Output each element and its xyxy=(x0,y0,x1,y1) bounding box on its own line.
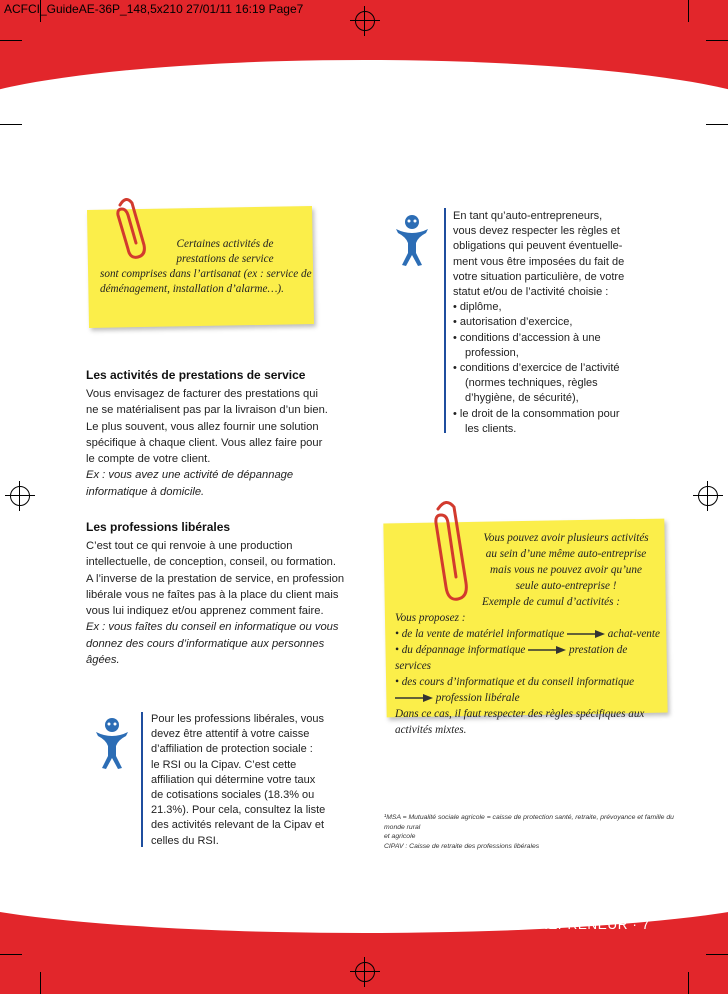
info-line: Pour les professions libérales, vous xyxy=(151,713,325,725)
section-heading-services: Les activités de prestations de service xyxy=(86,368,306,382)
note-item-text: • de la vente de matériel informatique xyxy=(395,628,565,640)
example-line: donnez des cours d’informatique aux personnes xyxy=(86,637,325,650)
crop-mark xyxy=(0,40,22,41)
registration-mark-icon xyxy=(10,486,30,506)
crop-mark xyxy=(706,124,728,125)
bullet-text: diplôme, xyxy=(459,301,502,314)
intro-line: En tant qu’auto-entrepreneurs, xyxy=(453,210,603,222)
arrow-icon xyxy=(528,646,566,654)
crop-mark xyxy=(0,954,22,955)
body-line: A l’inverse de la prestation de service, en profession xyxy=(86,572,345,585)
crop-mark xyxy=(0,124,22,125)
note-line: activités mixtes. xyxy=(395,724,467,736)
paperclip-icon xyxy=(110,193,150,263)
note-item-text: • du dépannage informatique xyxy=(395,644,526,656)
footnotes xyxy=(384,813,684,851)
body-line: Vous envisagez de facturer des prestations qui xyxy=(86,388,318,400)
example-line: Ex : vous avez une activité de dépannage xyxy=(86,469,294,482)
bullet-text: profession, xyxy=(465,346,519,359)
section-heading-liberal: Les professions libérales xyxy=(86,520,231,534)
note-item xyxy=(395,690,665,706)
bullet-text: conditions d’accession à une xyxy=(459,331,601,344)
example-line: informatique à domicile. xyxy=(86,485,205,498)
body-line: Le plus souvent, vous allez fournir une solution xyxy=(86,420,319,433)
note-line: Dans ce cas, il faut respecter des règles spécifiques aux xyxy=(395,708,645,720)
note-line: prestations de service xyxy=(176,253,274,265)
crop-mark xyxy=(688,972,689,994)
section-body-services xyxy=(86,386,376,500)
body-line: vous lui indiquez et/ou apprenez comment faire. xyxy=(86,605,324,618)
divider-line xyxy=(444,208,446,433)
body-line: C’est tout ce qui renvoie à une production xyxy=(86,540,293,552)
crop-mark xyxy=(40,972,41,994)
registration-mark-icon xyxy=(698,486,718,506)
note-subtitle: Exemple de cumul d’activités : xyxy=(482,596,620,608)
intro-line: vous devez respecter les règles et xyxy=(453,225,620,238)
note-item-text: profession libérale xyxy=(435,692,520,704)
note-line: mais vous ne pouvez avoir qu’une xyxy=(490,564,642,576)
note-line: déménagement, installation d’alarme…). xyxy=(100,283,284,295)
registration-mark-icon xyxy=(355,962,375,982)
bullet-item: • diplôme, xyxy=(453,301,502,314)
bullet-text: d’hygiène, de sécurité), xyxy=(465,392,579,405)
bullet-text: (normes techniques, règles xyxy=(465,377,598,390)
body-line: le compte de votre client. xyxy=(86,453,211,466)
crop-mark xyxy=(706,954,728,955)
registration-mark-icon xyxy=(355,11,375,31)
bullet-text: conditions d’exercice de l’activité xyxy=(459,362,620,375)
blue-figure-icon xyxy=(92,716,132,771)
note-line: seule auto-entreprise ! xyxy=(515,580,617,592)
note-line: sont comprises dans l’artisanat (ex : service de xyxy=(100,268,312,280)
intro-line: ment vous être imposées du fait de xyxy=(453,255,625,268)
info-line: de cotisations sociales (18.3% ou xyxy=(151,789,315,802)
blue-figure-icon xyxy=(392,213,432,268)
note-item-text: prestation de services xyxy=(395,644,628,672)
body-line: ne se matérialisent pas par la livraison d’un bien. xyxy=(86,404,328,417)
info-line: celles du RSI. xyxy=(151,834,219,847)
info-line: devez être attentif à votre caisse xyxy=(151,728,310,741)
obligations-block xyxy=(453,209,663,437)
bullet-item: • autorisation d’exercice, xyxy=(453,316,573,329)
info-line: 21.3%). Pour cela, consultez la liste xyxy=(151,804,326,817)
note-item xyxy=(395,642,665,674)
bullet-item: • conditions d’exercice de l’activité xyxy=(453,362,620,375)
body-line: libérale vous ne faîtes pas à la place du client mais xyxy=(86,588,339,601)
arrow-icon xyxy=(567,630,605,638)
info-line: des activités relevant de la Cipav et xyxy=(151,819,325,832)
note-item xyxy=(395,626,665,642)
example-line: Ex : vous faîtes du conseil en informatique ou vous xyxy=(86,621,339,634)
note-item-text: achat-vente xyxy=(607,628,660,640)
body-line: intellectuelle, de conception, conseil, ou formation. xyxy=(86,556,337,569)
info-line: le RSI ou la Cipav. C’est cette xyxy=(151,758,297,771)
note-line: Certaines activités de xyxy=(176,238,274,250)
intro-line: obligations qui peuvent éventuelle- xyxy=(453,240,623,253)
footnote-line: ¹MSA = Mutualité sociale agricole = caisse de protection santé, retraite, prévoyance et famille du monde rural xyxy=(384,814,674,831)
note-line: Vous pouvez avoir plusieurs activités xyxy=(483,532,649,544)
note-line: au sein d’une même auto-entreprise xyxy=(485,548,647,560)
crop-mark xyxy=(688,0,689,22)
bullet-item: • conditions d’accession à une xyxy=(453,331,601,344)
bullet-item: • le droit de la consommation pour xyxy=(453,407,620,420)
crop-mark xyxy=(706,40,728,41)
footer-title: DEVENEZ AUTO-ENTREPRENEUR · 7 xyxy=(392,917,650,932)
intro-line: votre situation particulière, de votre xyxy=(453,270,625,283)
section-body-liberal xyxy=(86,538,386,668)
arrow-icon xyxy=(395,694,433,702)
bullet-text: autorisation d’exercice, xyxy=(459,316,573,329)
body-line: spécifique à chaque client. Vous allez faire pour xyxy=(86,436,323,449)
note-item: • des cours d’informatique et du conseil informatique xyxy=(395,676,635,688)
example-line: âgées. xyxy=(86,654,120,667)
affiliation-block xyxy=(151,712,351,849)
print-slug: ACFCI_GuideAE-36P_148,5x210 27/01/11 16:19 Page7 xyxy=(4,2,304,16)
note-line: Vous proposez : xyxy=(395,612,466,624)
info-line: affiliation qui détermine votre taux xyxy=(151,773,316,786)
divider-line xyxy=(141,712,143,847)
footnote-line: et agricole xyxy=(384,833,416,840)
info-line: d’affiliation de protection sociale : xyxy=(151,743,313,756)
intro-line: statut et/ou de l’activité choisie : xyxy=(453,286,609,299)
bullet-text: les clients. xyxy=(465,422,517,435)
top-white-curve xyxy=(0,60,728,180)
bullet-text: le droit de la consommation pour xyxy=(459,407,620,420)
footnote-line: CIPAV : Caisse de retraite des professions libérales xyxy=(384,842,540,850)
